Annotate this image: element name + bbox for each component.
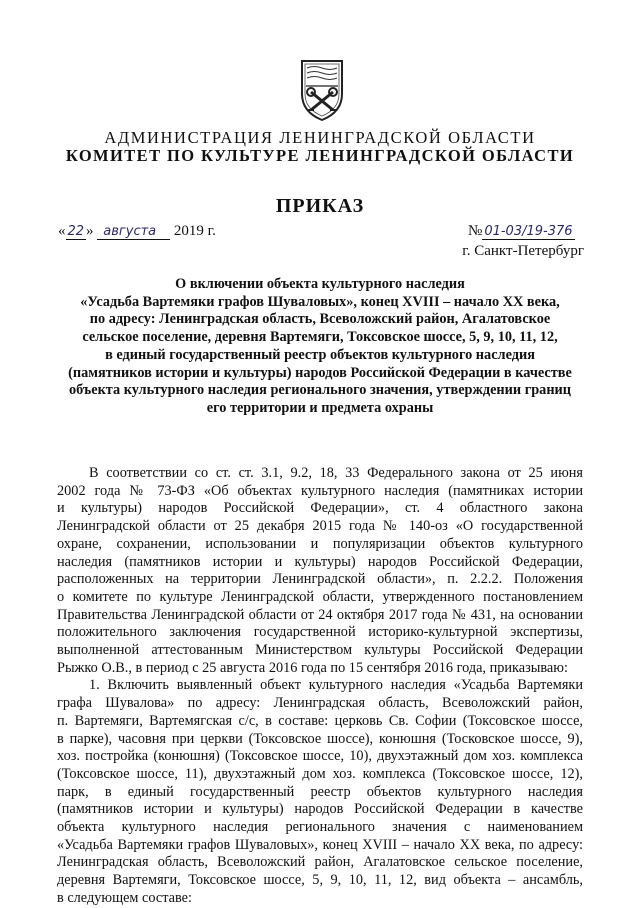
body-line: объекта культурного наследия регионального значения с наименованием: [57, 819, 583, 836]
title-line: объекта культурного наследия регионального значения, утверждении границ: [68, 382, 572, 399]
body-line: Правительства Ленинградской области от 24 октября 2017 года № 431, на основании: [57, 606, 583, 623]
city-line: г. Санкт-Петербург: [462, 243, 584, 259]
coat-of-arms-emblem: [298, 58, 346, 122]
committee-heading: КОМИТЕТ ПО КУЛЬТУРЕ ЛЕНИНГРАДСКОЙ ОБЛАСТИ: [65, 146, 575, 165]
body-line: 1. Включить выявленный объект культурного наследия «Усадьба Вартемяки: [89, 677, 583, 694]
body-line: выполненной аттестованным Министерством культуры Российской Федерации: [57, 642, 583, 659]
body-line: п. Вартемяги, Вартемягская с/с, в составе: церковь Св. Софии (Токсовское шоссе,: [57, 712, 583, 729]
body-line: наследия (памятников истории и культуры) народов Российской Федерации,: [57, 553, 583, 570]
body-line: деревня Вартемяги, Токсовское шоссе, 5, 9, 10, 11, 12, вид объекта – ансамбль,: [57, 872, 583, 889]
order-number: [468, 223, 575, 240]
number-value: 01-03/19-376: [484, 224, 573, 239]
body-line: (памятников истории и культуры) народов Российской Федерации в качестве: [57, 801, 583, 818]
title-line: по адресу: Ленинградская область, Всеволожский район, Агалатовское: [89, 311, 551, 328]
body-line: хоз. постройка (конюшня) (Токсовское шоссе, 10), двухэтажный дом хоз. комплекса: [57, 748, 583, 765]
document-type-heading: ПРИКАЗ: [275, 195, 365, 217]
number-prefix: №: [468, 223, 483, 239]
title-line: в единый государственный реестр объектов культурного наследия: [105, 346, 535, 363]
body-line: и культуры) народов Российской Федерации», ст. 4 областного закона: [57, 500, 583, 517]
body-line: В соответствии со ст. ст. 3.1, 9.2, 18, 33 Федерального закона от 25 июня: [89, 465, 583, 481]
order-body: [57, 465, 583, 908]
body-line: графа Шувалова» по адресу: Ленинградская область, Всеволожский район,: [57, 695, 583, 712]
title-line: «Усадьба Вартемяки графов Шуваловых», конец XVIII – начало XX века,: [80, 293, 560, 310]
body-line: расположенных на территории Ленинградской области», п. 2.2.2. Положения: [57, 571, 583, 588]
body-line: в парке), часовня при церкви (Токсовское шоссе), конюшня (Тосковское шоссе, 9),: [57, 730, 583, 747]
administration-heading: АДМИНИСТРАЦИЯ ЛЕНИНГРАДСКОЙ ОБЛАСТИ: [104, 128, 536, 147]
date-day: 22: [67, 224, 85, 239]
title-line: О включении объекта культурного наследия: [175, 276, 465, 292]
body-line: положительного заключения государственной историко-культурной экспертизы,: [57, 624, 583, 641]
body-line: о комитете по культуре Ленинградской области, утвержденного постановлением: [57, 588, 583, 605]
body-line: Ленинградской области от 25 декабря 2015 года № 140-оз «О государственной: [57, 518, 583, 535]
body-line: Рыжко О.В., в период с 25 августа 2016 года по 15 сентября 2016 года, приказываю:: [57, 659, 568, 676]
body-line: в следующем составе:: [57, 889, 192, 906]
body-line: «Усадьба Вартемяки графов Шуваловых», конец XVIII – начало XX века, по адресу:: [57, 836, 583, 853]
date-month: августа: [97, 224, 170, 240]
body-line: парк, в единый государственный реестр объектов культурного наследия: [57, 783, 583, 800]
date-close-quote: »: [86, 223, 94, 239]
body-line: охране, сохранении, использовании и популяризации объектов культурного: [57, 535, 583, 552]
order-title: [58, 276, 582, 418]
body-line: 2002 года № 73-ФЗ «Об объектах культурного наследия (памятниках истории: [57, 482, 583, 499]
date-year: 2019 г.: [173, 223, 216, 239]
title-line: его территории и предмета охраны: [206, 399, 434, 416]
title-line: (памятников истории и культуры) народов Российской Федерации в качестве: [68, 364, 572, 381]
order-date: [58, 223, 216, 240]
body-line: (Токсовское шоссе, 11), двухэтажный дом хоз. комплекса (Токсовское шоссе, 12),: [57, 765, 583, 782]
title-line: сельское поселение, деревня Вартемяги, Токсовское шоссе, 5, 9, 10, 11, 12,: [82, 329, 558, 346]
date-open-quote: «: [58, 223, 66, 239]
body-line: Ленинградская область, Всеволожский район, Агалатовское сельское поселение,: [57, 854, 583, 871]
